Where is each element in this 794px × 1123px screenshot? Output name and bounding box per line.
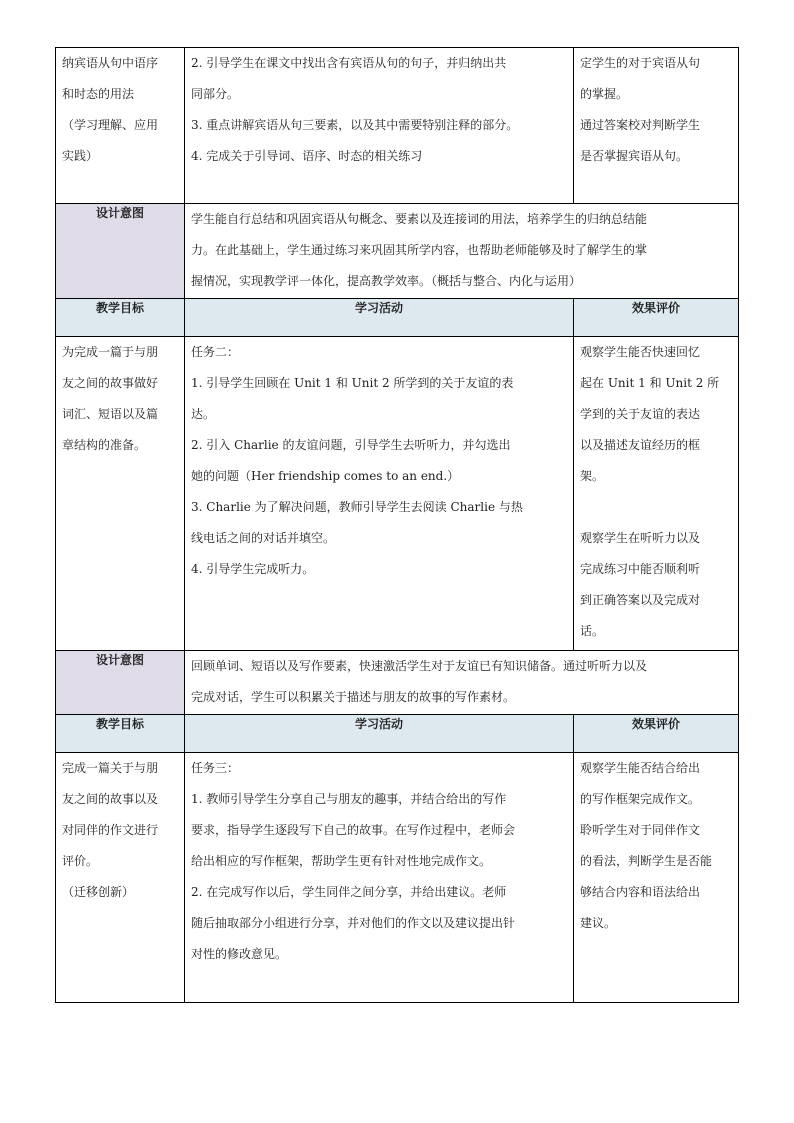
- design-intent-text: 学生能自行总结和巩固宾语从句概念、要素以及连接词的用法，培养学生的归纳总结能 力。在此基础上，学生通过练习来巩固其所学内容，也帮助老师能够及时了解学生的掌 握情况，实现教学评一体化，提高教学效率。（概括与整合、内化与运用）: [185, 204, 739, 299]
- eval-cell: 观察学生能否快速回忆 起在 Unit 1 和 Unit 2 所 学到的关于友谊的表达 以及描述友谊经历的框 架。 观察学生在听听力以及 完成练习中能否顺利听 到正确答案以及完成对 话。: [574, 337, 739, 651]
- eval-cell: 观察学生能否结合给出 的写作框架完成作文。 聆听学生对于同伴作文 的看法，判断学生是否能 够结合内容和语法给出 建议。: [574, 753, 739, 1003]
- header-goal: 教学目标: [56, 299, 185, 337]
- table-row: [56, 337, 739, 651]
- table-header-row: [56, 299, 739, 337]
- table-row: [56, 753, 739, 1003]
- eval-cell: 定学生的对于宾语从句 的掌握。 通过答案校对判断学生 是否掌握宾语从句。: [574, 48, 739, 204]
- header-eval: 效果评价: [574, 299, 739, 337]
- header-activity: 学习活动: [185, 715, 574, 753]
- design-intent-text: 回顾单词、短语以及写作要素，快速激活学生对于友谊已有知识储备。通过听听力以及 完成对话，学生可以积累关于描述与朋友的故事的写作素材。: [185, 651, 739, 715]
- table-header-row: [56, 715, 739, 753]
- goal-cell: 纳宾语从句中语序 和时态的用法 （学习理解、应用 实践）: [56, 48, 185, 204]
- activity-cell: 2. 引导学生在课文中找出含有宾语从句的句子，并归纳出共 同部分。 3. 重点讲解宾语从句三要素，以及其中需要特别注释的部分。 4. 完成关于引导词、语序、时态的相关练习: [185, 48, 574, 204]
- table-row: [56, 204, 739, 299]
- goal-cell: 为完成一篇于与朋 友之间的故事做好 词汇、短语以及篇 章结构的准备。: [56, 337, 185, 651]
- lesson-plan-table: [55, 47, 739, 1003]
- table-row: [56, 651, 739, 715]
- design-intent-label: 设计意图: [56, 204, 185, 299]
- header-eval: 效果评价: [574, 715, 739, 753]
- goal-cell: 完成一篇关于与朋 友之间的故事以及 对同伴的作文进行 评价。 （迁移创新）: [56, 753, 185, 1003]
- activity-cell: 任务二： 1. 引导学生回顾在 Unit 1 和 Unit 2 所学到的关于友谊的表 达。 2. 引入 Charlie 的友谊问题，引导学生去听听力，并勾选出 她的问题（Her friendship comes to an end.） 3. Charlie 为了解决问题，教师引导学生去阅读 Charlie 与热 线电话之间的对话并填空。 4. 引导学生完成听力。: [185, 337, 574, 651]
- design-intent-label: 设计意图: [56, 651, 185, 715]
- activity-cell: 任务三： 1. 教师引导学生分享自己与朋友的趣事，并结合给出的写作 要求，指导学生逐段写下自己的故事。在写作过程中，老师会 给出相应的写作框架，帮助学生更有针对性地完成作文。 2. 在完成写作以后，学生同伴之间分享，并给出建议。老师 随后抽取部分小组进行分享，并对他们的作文以及建议提出针 对性的修改意见。: [185, 753, 574, 1003]
- header-goal: 教学目标: [56, 715, 185, 753]
- table-row: [56, 48, 739, 204]
- header-activity: 学习活动: [185, 299, 574, 337]
